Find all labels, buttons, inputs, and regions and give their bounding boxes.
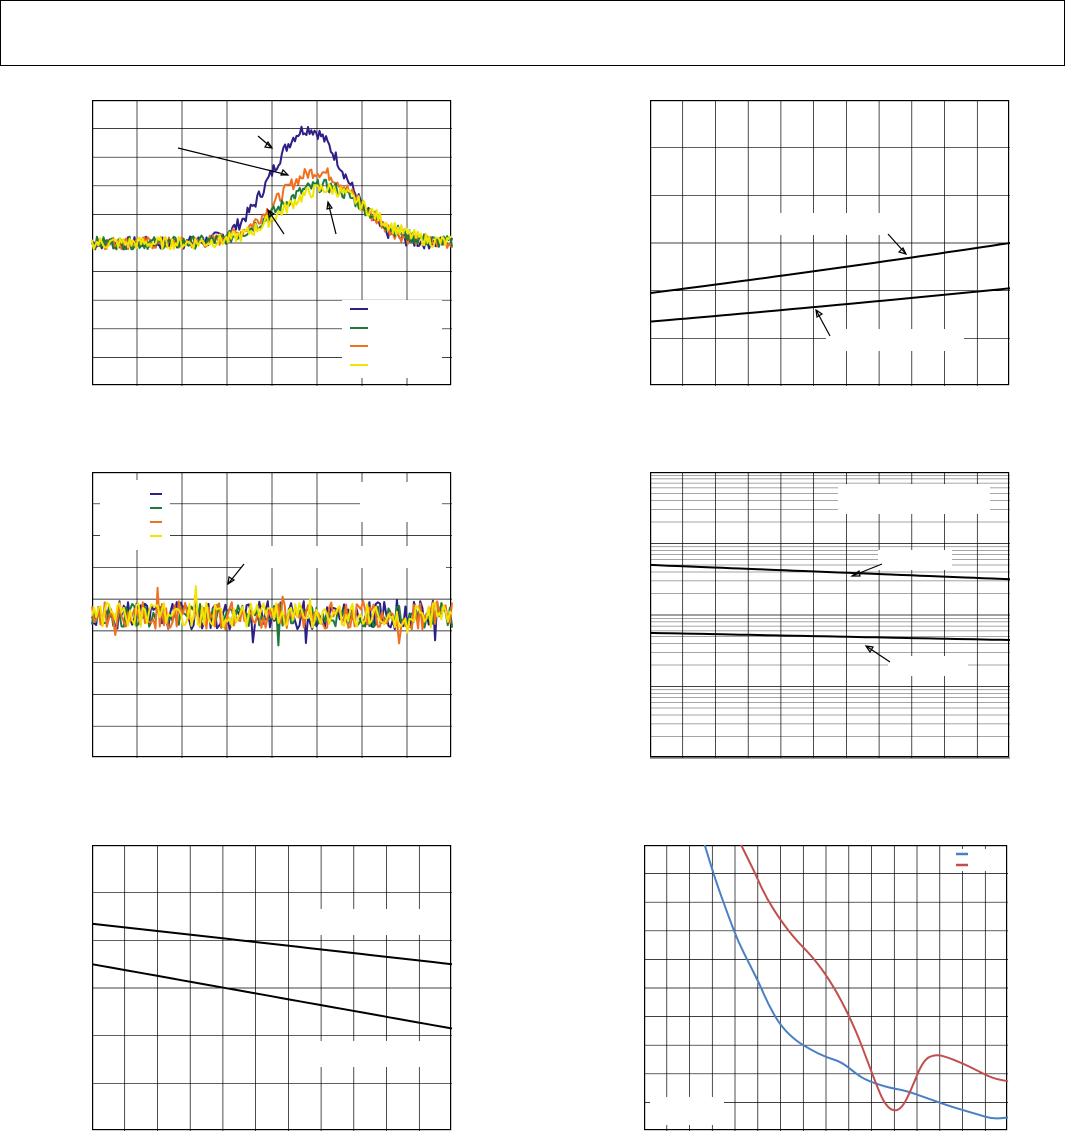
- chart-1: [92, 100, 452, 386]
- chart-3: [92, 472, 452, 758]
- chart-3-corner-box: [360, 482, 442, 522]
- chart-2-label-box-lower: [826, 329, 964, 351]
- chart-5-plot-area: [93, 846, 451, 1130]
- chart-5-label-box-lower: [318, 1041, 444, 1067]
- chart-6-corner-box: [650, 1097, 724, 1125]
- chart-2: [650, 100, 1010, 386]
- chart-4-label-box-lower: [888, 656, 968, 676]
- chart-4-corner-box: [838, 484, 990, 514]
- document-header: [0, 0, 1065, 66]
- chart-3-label-box: [242, 546, 446, 568]
- chart-6-legend-box: [950, 849, 1002, 871]
- chart-2-label-box-upper: [778, 213, 888, 235]
- chart-4: [650, 472, 1010, 758]
- chart-6-plot-area: [645, 846, 1007, 1130]
- chart-6: [644, 845, 1008, 1131]
- chart-5: [92, 845, 452, 1131]
- chart-5-label-box-upper: [304, 909, 444, 935]
- chart-1-legend: [342, 300, 442, 378]
- chart-1-legend-box: [342, 300, 442, 378]
- chart-4-label-box-upper: [878, 550, 952, 570]
- chart-3-legend-box: [100, 480, 170, 550]
- chart-4-plot-area: [651, 473, 1009, 757]
